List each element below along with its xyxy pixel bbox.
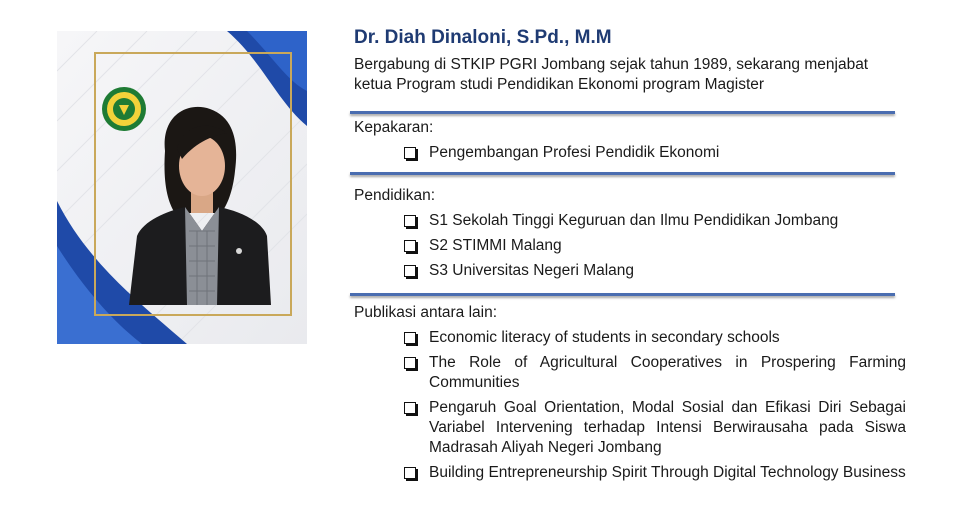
checkbox-bullet-icon	[404, 147, 416, 159]
list-item-text: The Role of Agricultural Cooperatives in Prospering Farming Communities	[429, 354, 906, 391]
section-kepakaran	[354, 118, 906, 163]
list-item-text: S3 Universitas Negeri Malang	[429, 262, 635, 279]
checkbox-bullet-icon	[404, 332, 416, 344]
profile-photo-card	[57, 31, 307, 344]
divider	[350, 293, 895, 296]
list-item	[354, 236, 906, 256]
profile-header	[354, 25, 906, 95]
list-item	[354, 261, 906, 281]
checkbox-bullet-icon	[404, 240, 416, 252]
checkbox-bullet-icon	[404, 467, 416, 479]
list-item	[354, 328, 906, 348]
list-item	[354, 398, 906, 458]
list-item	[354, 211, 906, 231]
list-item-text: Economic literacy of students in secondary schools	[429, 329, 780, 346]
list-item-text: S1 Sekolah Tinggi Keguruan dan Ilmu Pendidikan Jombang	[429, 212, 839, 229]
list-item	[354, 353, 906, 393]
profile-bio: Bergabung di STKIP PGRI Jombang sejak tahun 1989, sekarang menjabat ketua Program studi Pendidikan Ekonomi program Magister	[354, 56, 869, 93]
profile-name: Dr. Diah Dinaloni, S.Pd., M.M	[354, 27, 612, 48]
list-item	[354, 463, 906, 483]
checkbox-bullet-icon	[404, 265, 416, 277]
list-item	[354, 143, 906, 163]
list-item-text: Building Entrepreneurship Spirit Through Digital Technology Business	[429, 464, 906, 481]
divider	[350, 172, 895, 175]
list-item-text: Pengembangan Profesi Pendidik Ekonomi	[429, 144, 720, 161]
university-logo-icon	[102, 87, 146, 131]
profile-photo	[57, 31, 307, 344]
section-publikasi	[354, 303, 906, 483]
checkbox-bullet-icon	[404, 357, 416, 369]
section-title: Pendidikan:	[354, 187, 436, 204]
divider	[350, 111, 895, 114]
section-title: Kepakaran:	[354, 119, 434, 136]
list-item-text: S2 STIMMI Malang	[429, 237, 562, 254]
section-pendidikan	[354, 186, 906, 281]
section-title: Publikasi antara lain:	[354, 304, 498, 321]
checkbox-bullet-icon	[404, 215, 416, 227]
checkbox-bullet-icon	[404, 402, 416, 414]
list-item-text: Pengaruh Goal Orientation, Modal Sosial dan Efikasi Diri Sebagai Variabel Intervening terhadap Intensi Berwirausaha pada Siswa Madrasah Aliyah Negeri Jombang	[429, 399, 906, 456]
